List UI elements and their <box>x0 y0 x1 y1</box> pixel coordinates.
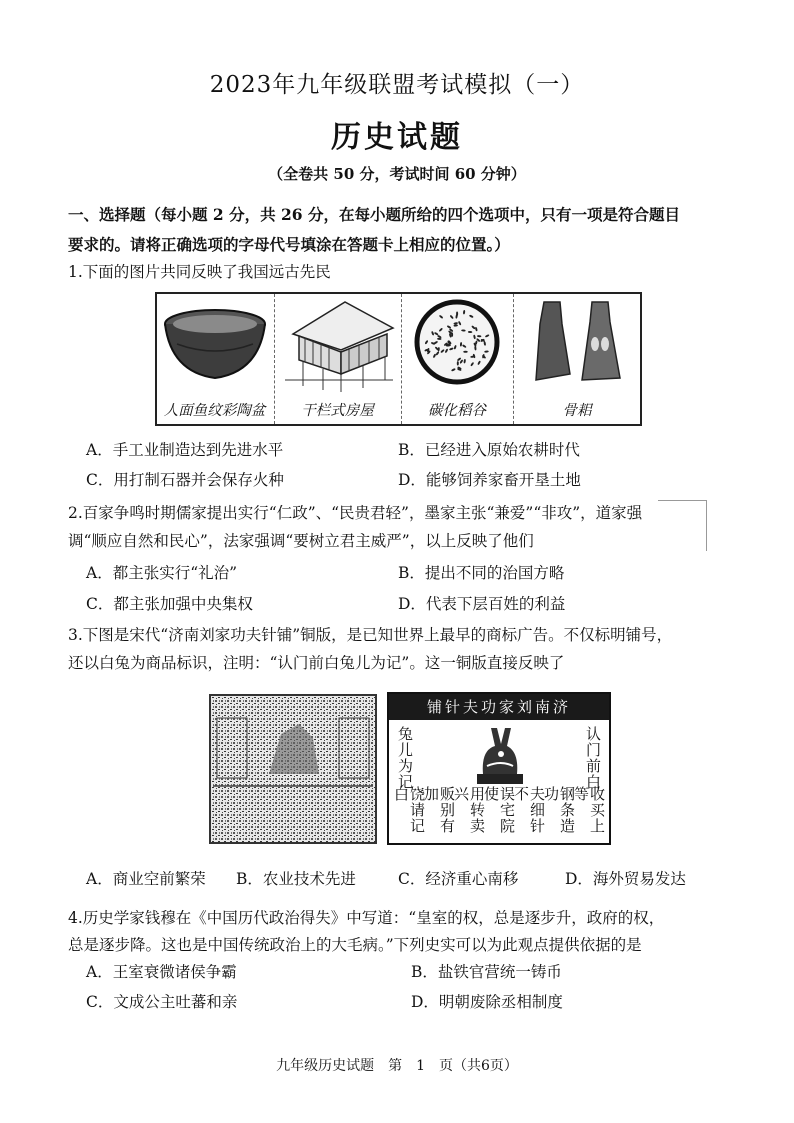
bone-spade-image <box>514 294 640 394</box>
q4-stem-line-1: 4.历史学家钱穆在《中国历代政治得失》中写道：“皇室的权，总是逐步升，政府的权， <box>68 909 665 927</box>
q2-option-d: D．代表下层百姓的利益 <box>398 595 566 613</box>
caption-stilt-house: 干栏式房屋 <box>301 403 374 419</box>
plate-shop-name: 铺针夫功家刘南济 <box>389 694 609 720</box>
q3-option-b: B．农业技术先进 <box>236 870 356 888</box>
q4-stem-line-2: 总是逐步降。这也是中国传统政治上的大毛病。”下列史实可以为此观点提供依据的是 <box>68 936 642 954</box>
white-rabbit-icon <box>461 724 539 786</box>
plate-bottom-col-4: 误宅院使 <box>482 786 516 834</box>
q2-stem-line-2: 调“顺应自然和民心”，法家强调“要树立君主威严”，以上反映了他们 <box>68 532 534 550</box>
section-1-line-1: 一、选择题（每小题 2 分，共 26 分，在每小题所给的四个选项中，只有一项是符合题目 <box>68 205 680 224</box>
caption-pottery-basin: 人面鱼纹彩陶盆 <box>163 403 266 419</box>
figure-pottery-basin <box>157 294 272 424</box>
q2-option-c: C．都主张加强中央集权 <box>86 595 253 613</box>
q1-option-c: C．用打制石器并会保存火种 <box>86 471 284 489</box>
q1-option-a: A．手工业制造达到先进水平 <box>86 441 284 459</box>
section-1-instructions <box>68 200 680 260</box>
pottery-basin-image <box>157 294 272 394</box>
q2-stem-line-1: 2.百家争鸣时期儒家提出实行“仁政”、“民贵君轻”，墨家主张“兼爱”“非攻”，道家强 <box>68 504 643 522</box>
q1-figure <box>155 292 642 426</box>
q2-option-b: B．提出不同的治国方略 <box>398 564 565 582</box>
q4-option-d: D．明朝废除丞相制度 <box>411 993 563 1011</box>
plate-bottom-col-3: 夫细针不 <box>512 786 546 834</box>
q3-option-d: D．海外贸易发达 <box>565 870 686 888</box>
caption-carbonized-rice: 碳化稻谷 <box>428 403 486 419</box>
exam-note: （全卷共 50 分，考试时间 60 分钟） <box>268 165 526 183</box>
q3-option-c: C．经济重心南移 <box>398 870 519 888</box>
stilt-house-image <box>275 294 400 394</box>
q1-option-d: D．能够饲养家畜开垦土地 <box>398 471 581 489</box>
q3-stem-line-2: 还以白兔为商品标识，注明：“认门前白兔儿为记”。这一铜版直接反映了 <box>68 654 565 672</box>
margin-mark <box>658 500 707 551</box>
q4-option-c: C．文成公主吐蕃和亲 <box>86 993 238 1011</box>
figure-carbonized-rice <box>402 294 512 424</box>
plate-right-column: 认门前白 <box>584 726 602 790</box>
subject-title: 历史试题 <box>331 120 463 155</box>
q4-option-b: B．盐铁官营统一铸币 <box>411 963 562 981</box>
figure-stilt-house <box>275 294 400 424</box>
exam-title: 2023年九年级联盟考试模拟（一） <box>209 72 585 98</box>
bronze-plate-rubbing-image <box>209 694 377 844</box>
plate-bottom-col-1: 收买上等 <box>572 786 606 834</box>
q3-stem-line-1: 3.下图是宋代“济南刘家功夫针铺”铜版，是已知世界上最早的商标广告。不仅标明铺号， <box>68 626 673 644</box>
carbonized-rice-image <box>402 294 512 394</box>
figure-bone-spade <box>514 294 640 424</box>
plate-bottom-text <box>393 786 605 841</box>
section-1-line-2: 要求的。请将正确选项的字母代号填涂在答题卡上相应的位置。） <box>68 235 510 254</box>
q1-option-b: B．已经进入原始农耕时代 <box>398 441 580 459</box>
plate-bottom-col-2: 钢条造功 <box>542 786 576 834</box>
bronze-plate-transcription <box>387 692 611 845</box>
q1-stem: 1.下面的图片共同反映了我国远古先民 <box>68 263 331 281</box>
plate-bottom-col-6: 贩别有加 <box>422 786 456 834</box>
plate-left-column: 兔儿为记 <box>396 726 414 790</box>
q4-option-a: A．王室衰微诸侯争霸 <box>86 963 237 981</box>
plate-bottom-col-7: 饶请记白 <box>392 786 426 834</box>
page-footer: 九年级历史试题 第 1 页（共6页） <box>276 1058 518 1074</box>
q3-option-a: A．商业空前繁荣 <box>86 870 206 888</box>
plate-bottom-col-5: 用转卖兴 <box>452 786 486 834</box>
q2-option-a: A．都主张实行“礼治” <box>86 564 238 582</box>
caption-bone-spade: 骨耜 <box>562 403 592 419</box>
bronze-plate-rubbing <box>209 694 377 844</box>
